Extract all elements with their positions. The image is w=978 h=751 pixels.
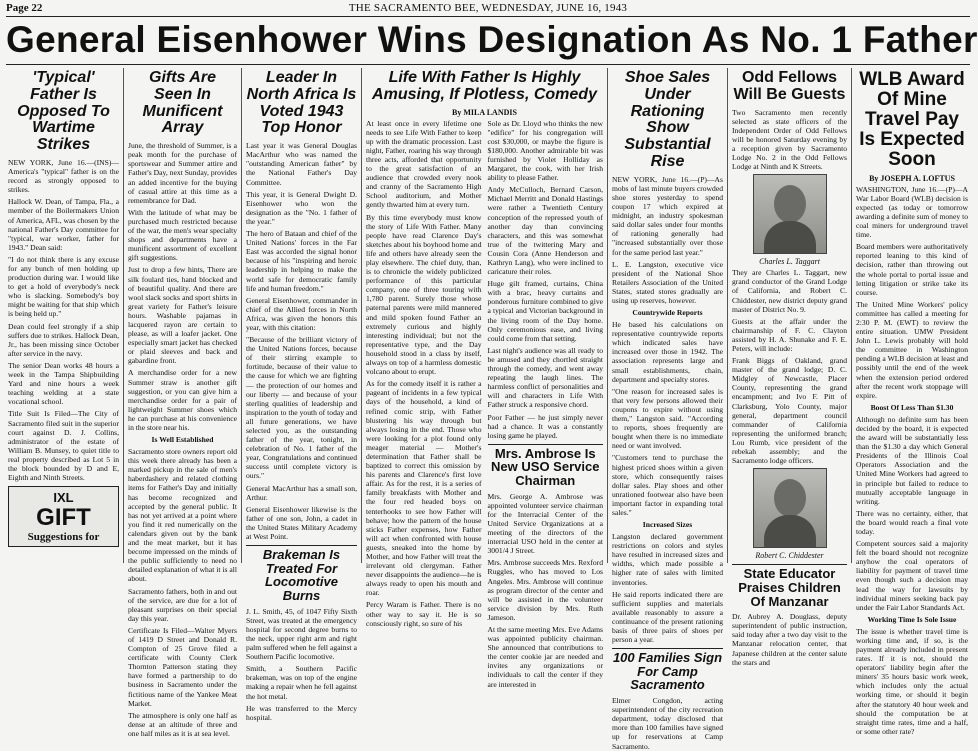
- ad-gift: GIFT: [36, 504, 91, 532]
- gift-advertisement: [8, 486, 119, 547]
- article-paragraph: Dr. Aubrey A. Douglass, deputy superintendent of public instruction, said today after a two day visit to the Manzanar relocation center, that Japanese children at the center salute the stars and: [732, 612, 847, 667]
- article-paragraph: He based his calculations on representative countrywide reports which indicated sales have increased over those in 1942. The association represents large and small establishments, chain, department and specialty stores.: [612, 320, 723, 384]
- article-paragraph: General Eisenhower, commander in chief of the Allied forces in North Africa, was given the honors this year, with this citation:: [246, 295, 357, 332]
- article-paragraph: Sole as Dr. Lloyd who thinks the new "edifice" for his congregation will cost $30,000, or maybe the figure is $180,000. Another admirable bit was furnished by Violet Holliday as Margaret, the cook, with her Irish ability to please Father.: [487, 118, 603, 183]
- headline-usó-chairman: Mrs. Ambrose Is New USO Service Chairman: [488, 444, 604, 488]
- article-paragraph: A merchandise order for a new Summer straw is another gift suggestion, or you can give him a merchandise order for a pair of lightweight Summer shoes which he can purchase at his convenience in the store near his.: [128, 368, 237, 432]
- article-paragraph: The hero of Bataan and chief of the United Nations' forces in the Far East was accorded the signal honor because of his "inspiring and heroic leadership in helping to make the world safe for democratic family life and human freedom.": [246, 229, 357, 293]
- article-paragraph: The issue is whether travel time is working time and, if so, is the payment already included in present rates. If it is not, should the operators' liability begin after the miners' 35 hours basic work week, which includes only the actual working time, or should it begin after the statutory 40 hour week and should the computation be at straight time rates, time and a half, or some other rate?: [856, 626, 968, 736]
- article-paragraph: NEW YORK, June 16.—(INS)— America's "typical" father is on the record as strongly opposed to strikes.: [8, 157, 119, 195]
- headline-typical-father: 'Typical' Father Is Opposed To Wartime Strikes: [17, 69, 110, 154]
- banner-rule: [6, 64, 970, 65]
- portrait-head: [774, 479, 806, 517]
- article-paragraph: He was transferred to the Mercy hospital.: [246, 703, 357, 722]
- article-paragraph: Last night's audience was all ready to be amused and they chortled straight through the comedy, and went away repeating the laugh lines. The harmless conflict of personalities and will and characters in Life With Father struck a responsive chord.: [487, 345, 603, 410]
- article-paragraph: At least once in every lifetime one needs to see Life With Father to keep up with the dramatic procession. Last night, Father, roaring his way through three acts, afforded that opportunity to the great satisfaction of an audience that crowded every nook and cranny of the Sacramento High School auditorium, and Mother gently thwarted him at every turn.: [366, 118, 482, 210]
- article-paragraph: Mrs. George A. Ambrose was appointed volunteer service chairman for the Interracial Center of the United Service Organizations at a meeting of the directors of the interracial USO held in the center at 3001/4 J Street.: [487, 491, 603, 556]
- article-paragraph: Andy McCulloch, Bernard Carson, Michael Merritt and Donald Hastings were rather a Twentieth Century conception of the repressed youth of another day than convincing characters, and this was somewhat true of the twittering Mary and Cousin Cora (Anne Henderson and Kathryn Lang), who were inclined to caricature their roles.: [487, 185, 603, 277]
- two-column-body: [366, 119, 603, 692]
- article-paragraph: There was no certainty, either, that the board would reach a final vote today.: [856, 508, 968, 536]
- masthead: THE SACRAMENTO BEE, WEDNESDAY, JUNE 16, 1943: [348, 2, 628, 14]
- article-paragraph: Hallock W. Dean, of Tampa, Fla., a member of the Boilermakers Union of America, AFL, was chosen by the national Father's Day committee for "typical, war worker, father for 1943." Dean said:: [8, 197, 119, 252]
- article-paragraph: WASHINGTON, June 16.—(P)—A War Labor Board (WLB) decision is expected (as today or tomorrow awarding a definite sum of money to coal miners for underground travel time.: [856, 184, 968, 240]
- portrait-body: [764, 221, 816, 253]
- article-paragraph: "Customers tend to purchase the highest priced shoes within a given store, which consequently raises dollar sales. Play shoes and other unrationed footwear also have been important factor in expanding total sales.": [612, 453, 723, 517]
- page-number: Page 22: [6, 2, 43, 14]
- article-paragraph: Elmer Congdon, acting superintendent of the city recreation department, today disclosed that more than 100 families have signed up for reservations at Camp Sacramento.: [612, 696, 723, 751]
- article-paragraph: Certificate Is Filed—Walter Myers of 1419 D Street and Donald R. Compton of 25 Grove filed a certificate with County Clerk Thornton Patterson stating they have formed a partnership to do business in Sacramento under the fictitious name of the Yankee Meat Market.: [128, 625, 237, 708]
- column-eisenhower: [242, 68, 362, 722]
- column-typical-father: [4, 68, 124, 563]
- article-paragraph: "I do not think there is any excuse for any bunch of men holding up production during war. I would like to get a hold of everybody's neck who is slacking. Somebody's boy might be waiting for that ship which is being held up.": [8, 254, 119, 319]
- article-paragraph: NEW YORK, June 16.—(P)—As mobs of last minute buyers crowded shoe stores yesterday to spend coupon 17 which expired at midnight, an industry spokesman said dollar sales under four months of rationing generally had "increased substantially over those for the same period last year.": [612, 174, 723, 257]
- page-header: [6, 2, 970, 16]
- article-paragraph: June, the threshold of Summer, is a peak month for the purchase of sportswear and Summer attire and Father's Day, next Sunday, provides an added incentive for the buying of casual attire at this time as a remembrance for Dad.: [128, 141, 237, 205]
- headline-camp-sacramento: 100 Families Sign For Camp Sacramento: [612, 650, 723, 693]
- headline-eisenhower: Leader In North Africa Is Voted 1943 Top Honor: [246, 69, 357, 137]
- column-wlb-award: [852, 68, 972, 736]
- column-shoe-sales: [608, 68, 728, 751]
- article-paragraph: Two Sacramento men recently selected as state officers of the Independent Order of Odd Fellows will be honored Saturday evening by a reception given by Sacramento Lodge No. 2 in the Odd Fellows Lodge at Ninth and K Streets.: [732, 107, 847, 172]
- column-life-with-father: [362, 68, 608, 689]
- subhead: Working Time Is Sole Issue: [867, 614, 957, 624]
- article-paragraph: General MacArthur has a small son, Arthur.: [246, 483, 357, 502]
- article-paragraph: Smith, a Southern Pacific brakeman, was on top of the engine making a repair when he fell against the hot metal.: [246, 664, 357, 701]
- article-paragraph: Percy Waram is Father. There is no other way to say it. He is so consciously right, so sure of his: [366, 600, 482, 628]
- subhead: Increased Sizes: [642, 520, 693, 530]
- article-paragraph: At the same meeting Mrs. Eve Adams was appointed publicity chairman. She announced that contributions to the center cookie jar are needed and invites any organizations or individuals to call the center if they are interested in: [487, 625, 603, 689]
- article-paragraph: The atmosphere is only one half as dense at an altitude of three and one half miles as it is at sea level.: [128, 710, 237, 738]
- article-paragraph: "One reason for increased sales is that very few persons allowed their coupons to expire without using them," Langston said. "According to reports, shoes frequently are bought when there is no immediate need or want involved.: [612, 386, 723, 451]
- headline-manzanar: State Educator Praises Children Of Manzanar: [732, 564, 847, 608]
- subhead: Countrywide Reports: [632, 308, 703, 318]
- right-subcolumn: [488, 119, 604, 692]
- subhead: Is Well Established: [151, 435, 214, 445]
- headline-brakeman: Brakeman Is Treated For Locomotive Burns: [246, 545, 357, 603]
- article-paragraph: Board members were authoritatively reported leaning to this kind of decision, rather than throwing out the whole portal to portal issue and letting litigation or strike take its course.: [856, 242, 968, 297]
- banner-headline: General Eisenhower Wins Designation As No. 1 Father: [6, 19, 978, 60]
- column-gifts: [124, 68, 242, 738]
- article-paragraph: Sacramento store owners report old this week there already has been a marked pickup in the sale of men's haberdashery and related clothing items for Father's Day and initially has become recognized and accepted by the general public. It has not yet arrived at a point where you find it red numerically on the calendars given out by the bank and the meat market, but it has become impressed on the minds of the public sufficiently to need no detailed explanation of what it is all about.: [128, 447, 237, 584]
- headline-wlb-award: WLB Award Of Mine Travel Pay Is Expected Soon: [859, 69, 965, 170]
- subhead: Boost Of Less Than $1.30: [870, 402, 954, 412]
- article-paragraph: Frank Biggs of Oakland, grand master of the grand lodge; D. C. Midgley of Newcastle, Placer County, representing the grand encampment; and Ivo F. Pitt of Clarksburg, Yolo County, major general, department council commander of California representing the uniformed branch; Lou Rumb, vice president of the rebekah assembly; and the Sacramento lodge officers.: [732, 356, 847, 466]
- photo-caption: Charles L. Taggart: [759, 257, 820, 267]
- article-paragraph: Competent sources said a majority felt the board should not recognize anyhow the coal operators of liability for payment of travel time even though such a decision may lead the way for lawsuits by individual miners seeking back pay under the Fair Labor Standards Act.: [856, 539, 968, 612]
- headline-odd-fellows: Odd Fellows Will Be Guests: [733, 69, 846, 103]
- portrait-photo-taggart: [753, 174, 827, 254]
- left-subcolumn: [366, 119, 482, 692]
- article-paragraph: Last year it was General Douglas MacArthur who was named the "outstanding American father" by the National Father's Day Committee.: [246, 141, 357, 187]
- article-paragraph: Title Suit Is Filed—The City of Sacramento filed suit in the superior court against D. J. Collins, administrator of the estate of William B. Munsey, to quiet title to real property described as Lot 5 in the block bounded by D and E, Eighth and Ninth Streets.: [8, 409, 119, 483]
- byline: By MILA LANDIS: [452, 107, 517, 117]
- headline-gifts: Gifts Are Seen In Munificent Array: [142, 69, 223, 137]
- portrait-body: [764, 515, 816, 547]
- article-paragraph: He said reports indicated there are sufficient supplies and materials available reasonably to assure a continuance of the present rationing basis of three pairs of shoes per person a year.: [612, 589, 723, 645]
- article-paragraph: Just to drop a few hints, There are silk foulard ties, hand blocked and of beautiful quality. And there are wool slack socks and sport shirts in great variety for Father's leisure hours. Washable pajamas in lacquered rayon are certain to please, as will a loafer jacket. One especially smart jacket has checked or plaid sleeves and back and gabardine front.: [128, 265, 237, 366]
- article-paragraph: "Because of the brilliant victory of the United Nations forces, because of their stirring example to fortitude, because of their value to the cause for which we are fighting — the protection of our homes and our liberty — and because of your sterling qualities of leadership and inspiration to the youth of today and all future generations, we have selected you, as the outstanding father of the year, tonight, in celebration of No. 1 father of the year, Congratulations and continued success until complete victory is ours.": [246, 335, 357, 481]
- article-paragraph: Dean could feel strongly if a ship suffers due to strikes. Hallock Dean, Jr., has been missing since October after service in the navy.: [8, 321, 119, 358]
- article-paragraph: As for the comedy itself it is rather a pageant of incidents in a few typical days of the household, a kind of refined comic strip, with Father blustering his way through but always losing in the end. Those who were looking for a plot found only meager material — Mother's determination that Father shall be baptized to correct this omission by his parents and Clarence's first love affair. As for the rest, it is a series of family breakfasts with Mother and the four red headed boys on tenterhooks to see how Father will behave; how the pattern of the house sticks Father expenses, how Father will act when confronted with house guests, sneaked into the home by Mother, and how Father will treat the irrelevant old clergyman. Father never disappoints the audience—he is always ready to open his mouth and roar.: [366, 379, 482, 598]
- article-paragraph: Guests at the affair under the chairmanship of F. C. Clayton assisted by H. A. Shunake and F. E. Peters, will include:: [732, 316, 847, 353]
- article-paragraph: J. L. Smith, 45, of 1047 Fifty Sixth Street, was treated at the emergency hospital for second degree burns to the neck, upper right arm and right palm suffered when he fell against a Southern Pacific locomotive.: [246, 606, 357, 662]
- portrait-photo-chiddester: [753, 468, 827, 548]
- article-paragraph: Sacramento fathers, both in and out of the service, are due for a lot of pleasant surprises on their special day this year.: [128, 586, 237, 623]
- header-rule: [6, 16, 970, 17]
- headline-life-with-father: Life With Father Is Highly Amusing, If Plotless, Comedy: [372, 69, 597, 103]
- article-paragraph: Poor Father — he just simply never had a chance. It was a constantly losing game he played.: [487, 412, 603, 440]
- byline: By JOSEPH A. LOFTUS: [869, 173, 955, 183]
- ad-brand: IXL: [53, 490, 74, 506]
- column-odd-fellows: [728, 68, 852, 667]
- article-paragraph: With the latitude of what may be purchased much restricted because of the war, the men's wear specialty shops and departments have a munificent assortment of excellent gift suggestions.: [128, 207, 237, 263]
- article-paragraph: L. E. Langston, executive vice president of the National Shoe Retailers Association of the United States, stated stores gradually are using up reserves, however.: [612, 259, 723, 305]
- article-paragraph: Huge gilt framed, curtains, China with a brac, heavy curtains and ponderous furniture combined to give a typical and Victorian background in the living room of the Day home. Only ceremonious ease, and living could come from that setting.: [487, 279, 603, 343]
- article-paragraph: Langston declared government restrictions on colors and styles have resulted in increased sizes and widths, which made possible a higher rate of sales with limited inventories.: [612, 532, 723, 587]
- article-paragraph: Although no definite sum has been decided by the board, it is expected the award will be substantially less than the $1.30 a day which General Presidents of the Illinois Coal Operators Association and the United Mine Workers had agreed to in principle but failed to reduce to mutually acceptable language in writing.: [856, 414, 968, 506]
- article-paragraph: The senior Dean works 48 hours a week in the Tampa Shipbuilding Yard and nine hours a week teaching welding at a state vocational school.: [8, 360, 119, 407]
- article-paragraph: The United Mine Workers' policy committee has called a meeting for 2:30 P. M. (EWT) to review the entire situation. UMW President John L. Lewis probably will hold the committee in Washington pending a WLB decision at least and possibly until the end of the week when the extension period ordered after the recent work stoppage will expire.: [856, 299, 968, 400]
- article-paragraph: General Eisenhower likewise is the father of one son, John, a cadet in the United States Military Academy at West Point.: [246, 504, 357, 542]
- headline-shoe-sales: Shoe Sales Under Rationing Show Substantial Rise: [624, 69, 711, 170]
- article-paragraph: Mrs. Ambrose succeeds Mrs. Rexford Ruggles, who has moved to Los Angeles. Mrs. Ambrose will continue as program director of the center and will be assisted in the volunteer service division by Mrs. Ruth Jameson.: [487, 558, 603, 622]
- ad-suggestions: Suggestions for: [27, 531, 100, 544]
- photo-caption: Robert C. Chiddester: [755, 551, 824, 561]
- article-paragraph: By this time everybody must know the story of Life With Father. Many people have read Clarence Day's sketches about his boyhood home and life and others have already seen the play elsewhere. The chief duty, than, is to chronicle the widely publicized performance of this particular company, one of three touring with 1,780 parent. Surely those whose paternal parents were mild mannered and mild spoken found Father an extremely curious and highly interesting individual; but not the representative type, and the Day household stood in a class by itself, always on top of a harmless domestic volcano about to erupt.: [366, 212, 482, 377]
- article-paragraph: This year, it is General Dwight D. Eisenhower who won the designation as the "No. 1 father of the year.": [246, 189, 357, 226]
- portrait-head: [774, 185, 806, 223]
- article-paragraph: They are Charles L. Taggart, new grand conductor of the Grand Lodge of California, and Robert C. Chiddester, new district deputy grand master of District No. 9.: [732, 268, 847, 314]
